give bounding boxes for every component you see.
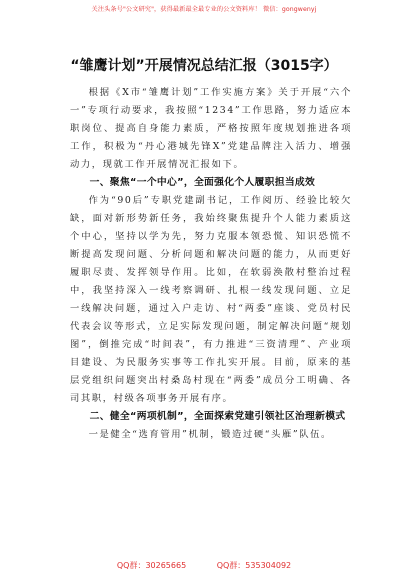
section-heading-2: 二、健全“两项机制”，全面探索党建引领社区治理新模式 (89, 411, 346, 422)
document-body (70, 84, 352, 444)
top-banner: 关注头条号"公文研究"，获得最新最全最专业的公文资料库！ 微信：gongwenyj (91, 6, 317, 13)
document-title: “雏鹰计划”开展情况总结汇报（3015字） (70, 58, 338, 74)
footer-qq-group-2: QQ群：535304092 (216, 561, 292, 570)
section-heading-1: 一、聚焦“一个中心”，全面强化个人履职担当成效 (89, 177, 316, 188)
footer-qq-group-1: QQ群：30265665 (116, 561, 187, 570)
footer-contact (0, 560, 408, 571)
section-2-paragraph: 一是健全“选育管用”机制，锻造过硬“头雁”队伍。 (88, 429, 332, 440)
intro-paragraph: 根据《X市“雏鹰计划”工作实施方案》关于开展“六个一”专项行动要求，我按照“1234”工作思路，努力适应本职岗位、提高自身能力素质，严格按照年度规划推进各项工作，积极为“丹心港城先锋X”党建品牌注入活力、增强动力，现就工作开展情况汇报如下。 (70, 87, 352, 170)
section-1-paragraph: 作为“90后”专职党建副书记，工作阅历、经验比较欠缺，面对新形势新任务，我始终聚焦提升个人能力素质这个中心，坚持以学为先，努力克服本领恐慌、知识恐慌不断提高发现问题、分析问题和解决问题的能力，从而更好履职尽责、发挥领导作用。比如，在软弱涣散村整治过程中，我坚持深入一线考察调研、扎根一线发现问题、立足一线解决问题，通过入户走访、村“两委”座谈、党员村民代表会议等形式，立足实际发现问题，制定解决问题“规划图”，倒推完成“时间表”，有力推进“三资清理”、产业项目建设、为民服务实事等工作扎实开展。目前，原来的基层党组织问题突出村桑岛村现在“两委”成员分工明确、各司其职，村级各项事务开展有序。 (70, 195, 352, 404)
